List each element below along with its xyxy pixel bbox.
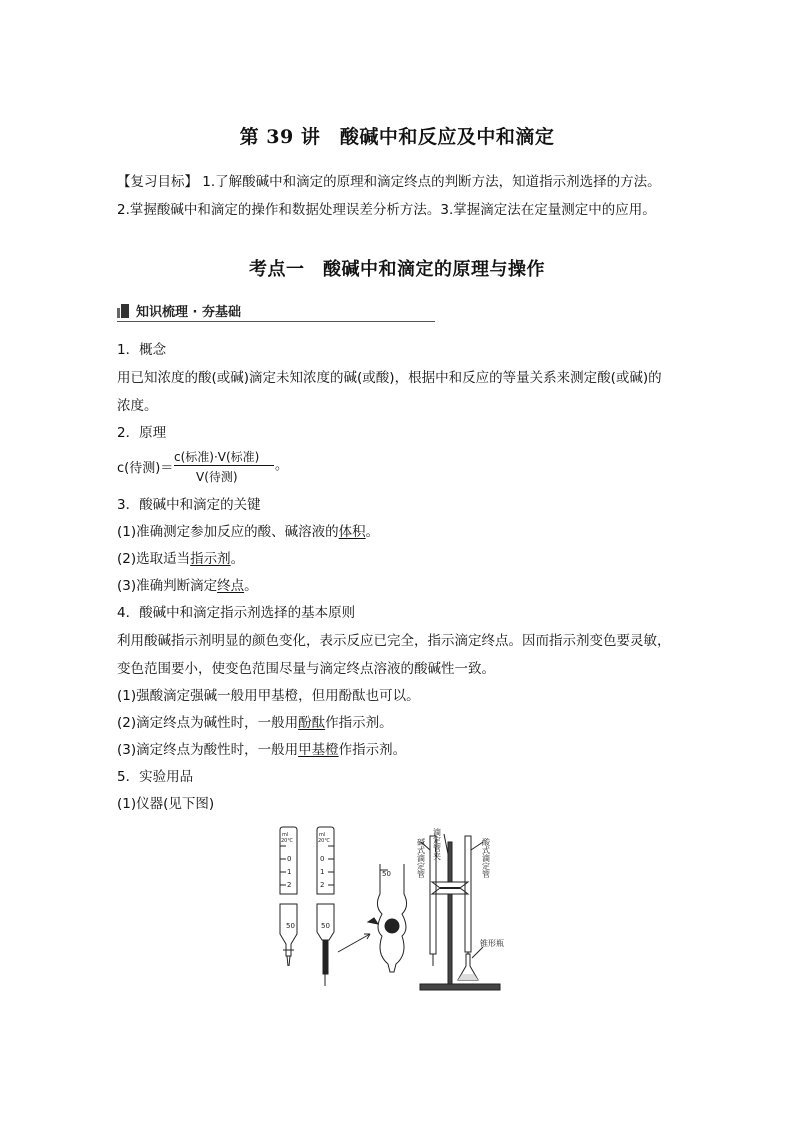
formula-numerator: c(标准)·V(标准) — [174, 450, 260, 464]
knowledge-bar — [117, 300, 435, 322]
acid-scale-0: 0 — [287, 855, 292, 863]
indicator-item-3 — [117, 740, 406, 760]
heading-principle: 2．原理 — [117, 425, 167, 441]
section-title: 考点一 酸碱中和滴定的原理与操作 — [249, 259, 545, 280]
label-clamp: 滴定管夹 — [432, 828, 442, 860]
bar-marker-icon — [117, 304, 129, 318]
acid-burette-temp: 20℃ — [281, 838, 293, 844]
indicator-item-2-text: (2)滴定终点为碱性时，一般用 — [117, 715, 299, 731]
indicator-item-3-answer: 甲基橙 — [298, 742, 339, 758]
knowledge-bar-rule — [117, 321, 435, 322]
knowledge-bar-label: 知识梳理 · 夯基础 — [136, 305, 241, 320]
key-item-2-answer: 指示剂 — [190, 551, 231, 567]
indicator-item-1: (1)强酸滴定强碱一般用甲基橙，但用酚酞也可以。 — [117, 688, 420, 704]
formula-lhs: c(待测)＝ — [117, 461, 174, 476]
review-goals-text-1: 1.了解酸碱中和滴定的原理和滴定终点的判断方法，知道指示剂选择的方法。 — [198, 174, 661, 190]
indicator-item-2-end: 作指示剂。 — [325, 715, 393, 731]
indicator-item-3-text: (3)滴定终点为酸性时，一般用 — [117, 742, 299, 758]
indicator-text-1: 利用酸碱指示剂明显的颜色变化，表示反应已完全，指示滴定终点。因而指示剂变色要灵敏， — [117, 633, 671, 649]
review-goals-line-2: 2.掌握酸碱中和滴定的操作和数据处理误差分析方法。3.掌握滴定法在定量测定中的应用。 — [117, 202, 656, 218]
acid-scale-1: 1 — [287, 868, 292, 876]
key-item-1-end: 。 — [365, 524, 380, 540]
base-scale-1: 1 — [320, 868, 325, 876]
apparatus-figure — [270, 824, 520, 999]
heading-key: 3．酸碱中和滴定的关键 — [117, 497, 261, 513]
review-goals-line-1 — [117, 172, 661, 192]
indicator-item-2-answer: 酚酞 — [298, 715, 326, 731]
key-item-3-end: 。 — [244, 578, 258, 594]
heading-equipment: 5．实验用品 — [117, 769, 194, 785]
fraction-bar — [174, 465, 274, 466]
heading-concept: 1．概念 — [117, 342, 167, 358]
key-item-1-text: (1)准确测定参加反应的酸、碱溶液的 — [117, 524, 339, 540]
label-base-burette: 碱式滴定管 — [416, 838, 426, 878]
key-item-1-answer: 体积 — [338, 524, 366, 540]
burette-acid-bottom — [280, 904, 297, 966]
key-item-2-text: (2)选取适当 — [117, 551, 191, 567]
base-burette-temp: 20℃ — [318, 838, 330, 844]
acid-bottom-mark: 50 — [286, 922, 295, 930]
acid-scale-2: 2 — [287, 881, 292, 889]
label-flask: 锥形瓶 — [480, 939, 504, 948]
burette-base-bottom — [317, 904, 334, 986]
base-burette-unit: ml — [319, 832, 326, 838]
heading-indicator: 4．酸碱中和滴定指示剂选择的基本原则 — [117, 605, 356, 621]
key-item-2 — [117, 549, 244, 569]
glass-bead-detail — [368, 864, 407, 972]
formula-end: 。 — [275, 458, 289, 473]
page-title: 第 39 讲 酸碱中和反应及中和滴定 — [239, 126, 555, 148]
concept-text-1: 用已知浓度的酸(或碱)滴定未知浓度的碱(或酸)，根据中和反应的等量关系来测定酸(或碱)的 — [117, 370, 662, 386]
indicator-item-2 — [117, 713, 393, 733]
review-goals-tag: 【复习目标】 — [117, 174, 198, 190]
equipment-text: (1)仪器(见下图) — [117, 796, 215, 812]
key-item-2-end: 。 — [230, 551, 245, 567]
key-item-3-answer: 终点 — [217, 578, 245, 594]
acid-burette-unit: ml — [282, 832, 289, 838]
key-item-3 — [117, 576, 258, 596]
key-item-3-text: (3)准确判断滴定 — [117, 578, 218, 594]
apparatus-drawing — [270, 824, 520, 999]
indicator-item-3-end: 作指示剂。 — [338, 742, 407, 758]
bead-detail-mark: 50 — [382, 870, 391, 878]
base-bottom-mark: 50 — [321, 922, 330, 930]
concept-text-2: 浓度。 — [117, 398, 158, 414]
key-item-1 — [117, 522, 379, 542]
indicator-text-2: 变色范围要小，使变色范围尽量与滴定终点溶液的酸碱性一致。 — [117, 661, 495, 677]
formula-denominator: V(待测) — [196, 470, 238, 484]
label-acid-burette: 酸式滴定管 — [481, 838, 491, 878]
base-scale-0: 0 — [320, 855, 325, 863]
base-scale-2: 2 — [320, 881, 325, 889]
